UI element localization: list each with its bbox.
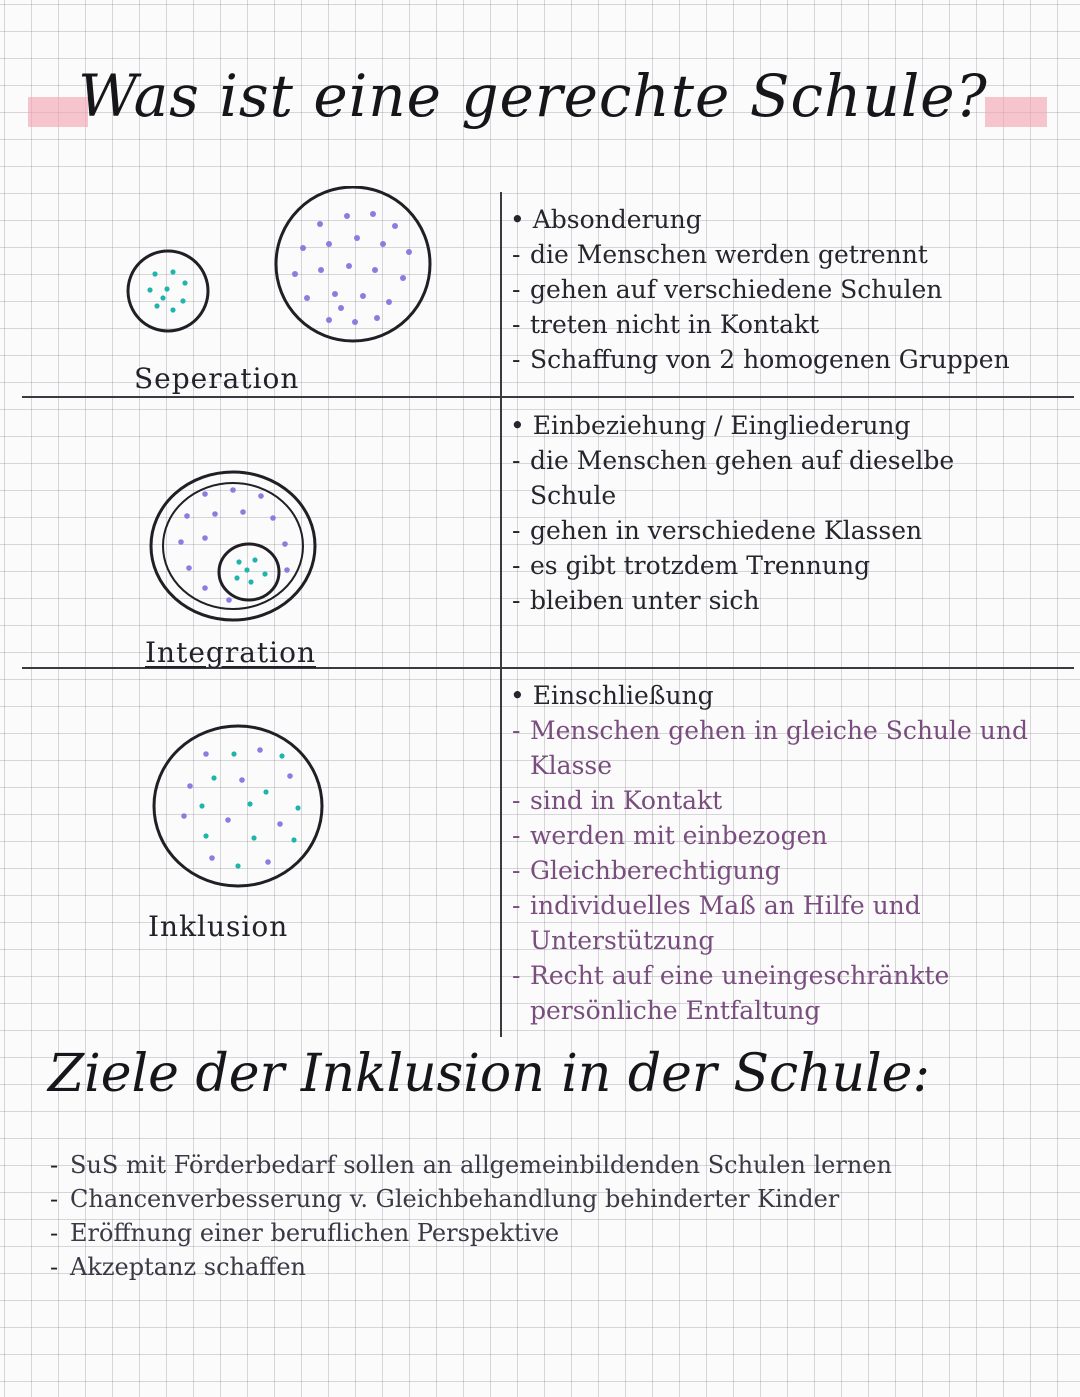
list-item: - SuS mit Förderbedarf sollen an allgemeinbildenden Schulen lernen [48, 1148, 1048, 1182]
goals-title: Ziele der Inklusion in der Schule: [48, 1044, 930, 1104]
large-group-circle [276, 187, 430, 341]
teal-dots [234, 557, 267, 584]
list-item: - gehen auf verschiedene Schulen [510, 272, 1055, 307]
notes-integration [510, 408, 1000, 618]
list-item: - Schaffung von 2 homogenen Gruppen [510, 342, 1055, 377]
notes-inclusion [510, 678, 1055, 1028]
separation-diagram [115, 186, 445, 346]
purple-dots [181, 747, 293, 865]
teal-dots [199, 751, 300, 868]
outer-group-circle [151, 472, 315, 620]
small-group-circle [219, 544, 279, 600]
teal-dots [147, 269, 187, 312]
list-item: - Gleichberechtigung [510, 853, 1055, 888]
list-item: - sind in Kontakt [510, 783, 1055, 818]
list-item: - die Menschen gehen auf dieselbe Schule [510, 443, 1000, 513]
label-inclusion: Inklusion [148, 910, 289, 943]
purple-dots [178, 487, 290, 603]
notes-heading: • Einschließung [510, 681, 714, 710]
list-item: - es gibt trotzdem Trennung [510, 548, 1000, 583]
inner-ring-circle [163, 483, 303, 609]
list-item: - Akzeptanz schaffen [48, 1250, 1048, 1284]
goals-list-container [48, 1148, 1048, 1284]
page-title: Was ist eine gerechte Schule? [78, 62, 988, 130]
list-item: - bleiben unter sich [510, 583, 1000, 618]
list-item: - werden mit einbezogen [510, 818, 1055, 853]
list-item: - treten nicht in Kontakt [510, 307, 1055, 342]
purple-dots [292, 211, 412, 325]
label-integration: Integration [145, 636, 317, 669]
notes-list [510, 443, 1000, 618]
list-item: - Chancenverbesserung v. Gleichbehandlung behinderter Kinder [48, 1182, 1048, 1216]
list-item: - Recht auf eine uneingeschränkte persönliche Entfaltung [510, 958, 1055, 1028]
notes-list [510, 237, 1055, 377]
table-divider-row-1 [22, 396, 1074, 398]
inclusion-diagram [150, 720, 330, 890]
notes-list [510, 713, 1055, 1028]
integration-diagram [145, 464, 325, 624]
notes-heading: • Einbeziehung / Eingliederung [510, 411, 911, 440]
notes-separation [510, 202, 1055, 377]
list-item: - gehen in verschiedene Klassen [510, 513, 1000, 548]
label-separation: Seperation [134, 362, 300, 395]
list-item: - die Menschen werden getrennt [510, 237, 1055, 272]
list-item: - Eröffnung einer beruflichen Perspektive [48, 1216, 1048, 1250]
goals-list [48, 1148, 1048, 1284]
notes-heading: • Absonderung [510, 205, 702, 234]
table-divider-vertical [500, 192, 502, 1037]
title-highlight-right [985, 97, 1047, 127]
list-item: - Menschen gehen in gleiche Schule und Klasse [510, 713, 1055, 783]
list-item: - individuelles Maß an Hilfe und Unterstützung [510, 888, 1055, 958]
